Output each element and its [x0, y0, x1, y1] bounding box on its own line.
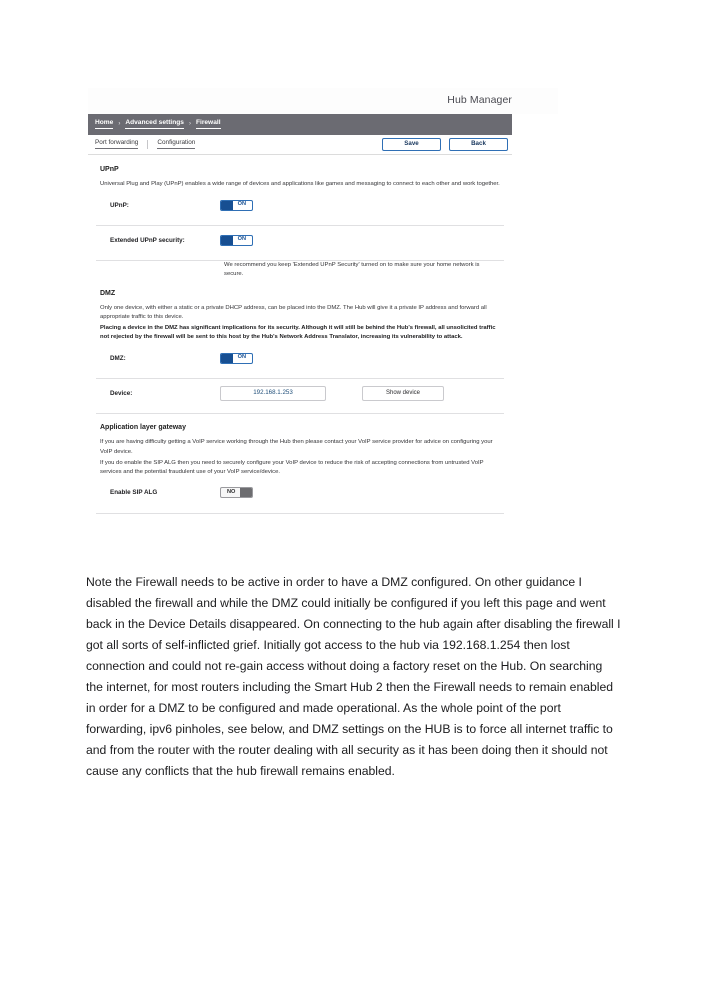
- sip-alg-toggle-state: NO: [227, 489, 236, 496]
- save-button[interactable]: Save: [382, 138, 441, 151]
- dmz-device-ip-field[interactable]: 192.168.1.253: [220, 386, 326, 401]
- divider: [96, 413, 504, 414]
- dmz-warning: Placing a device in the DMZ has significant implications for its security. Although it will still be behind the Hub's firewall, all unsolicited traffic not rejected by the firewall will be sent to this host by the Hub's Network Address Translator, increasing its vulnerability to attack.: [100, 324, 496, 341]
- dmz-device-row: [96, 379, 504, 407]
- sip-alg-row: [96, 479, 504, 507]
- app-title: Hub Manager: [447, 94, 512, 106]
- upnp-security-note: We recommend you keep 'Extended UPnP Security' turned on to make sure your home network is secure.: [224, 262, 480, 278]
- dmz-toggle-row: [96, 344, 504, 372]
- back-button[interactable]: Back: [449, 138, 508, 151]
- toggle-knob: [221, 236, 233, 245]
- upnp-toggle-state: ON: [237, 201, 246, 208]
- extended-upnp-security-label: Extended UPnP security:: [110, 236, 185, 244]
- toggle-knob: [221, 354, 233, 363]
- tab-divider: [147, 140, 148, 149]
- dmz-label: DMZ:: [110, 354, 126, 362]
- toggle-knob: [221, 201, 233, 210]
- alg-paragraph-2: If you do enable the SIP ALG then you need to securely configure your VoIP device to reduce the risk of accepting connections from untrusted VoIP services and the potential fraudulent use of your VoIP service/device.: [100, 459, 484, 475]
- router-admin-screenshot: [88, 88, 558, 535]
- breadcrumb-item-home[interactable]: Home: [95, 120, 113, 129]
- divider: [96, 513, 504, 514]
- dmz-toggle[interactable]: [220, 353, 253, 364]
- section-title-dmz: DMZ: [100, 289, 116, 297]
- extended-upnp-security-toggle[interactable]: [220, 235, 253, 246]
- breadcrumb-item-advanced-settings[interactable]: Advanced settings: [125, 120, 184, 129]
- tab-bar: [88, 135, 512, 155]
- article-body: Note the Firewall needs to be active in order to have a DMZ configured. On other guidance I disabled the firewall and while the DMZ could initially be configured if you left this page and went back in the Device Details disappeared. On connecting to the hub again after disabling the firewall I got all sorts of self-inflicted grief. Initially got access to the hub via 192.168.1.254 then lost connection and could not re-gain access without doing a factory reset on the Hub. On searching the internet, for most routers including the Smart Hub 2 then the Firewall needs to remain enabled in order for a DMZ to be configured and made operational. As the whole point of the port forwarding, ipv6 pinholes, see below, and DMZ settings on the HUB is to force all internet traffic to and from the router with the router dealing with all security as it has been doing then it should not cause any conflicts that the hub firewall remains enabled.: [86, 575, 621, 778]
- dmz-toggle-state: ON: [237, 354, 246, 361]
- tab-configuration[interactable]: Configuration: [157, 140, 195, 148]
- upnp-description: Universal Plug and Play (UPnP) enables a wide range of devices and applications like games and messaging to connect to each other and work together.: [100, 181, 500, 188]
- device-label: Device:: [110, 389, 133, 397]
- chevron-right-icon: ›: [188, 120, 191, 127]
- action-buttons: [382, 138, 512, 151]
- screenshot-titlebar: [88, 88, 558, 114]
- breadcrumb-item-firewall[interactable]: Firewall: [196, 120, 221, 129]
- sip-alg-label: Enable SIP ALG: [110, 489, 158, 497]
- upnp-label: UPnP:: [110, 201, 129, 209]
- tab-port-forwarding[interactable]: Port forwarding: [95, 140, 138, 148]
- extended-upnp-toggle-row: [96, 226, 504, 254]
- upnp-toggle-row: [96, 191, 504, 219]
- alg-paragraph-1: If you are having difficulty getting a VoIP service working through the Hub then please contact your VoIP service provider for advice on configuring your VoIP device.: [100, 439, 493, 455]
- extended-upnp-security-toggle-state: ON: [237, 236, 246, 243]
- section-title-upnp: UPnP: [100, 166, 119, 173]
- show-device-button[interactable]: Show device: [362, 386, 444, 401]
- sip-alg-toggle[interactable]: [220, 487, 253, 498]
- chevron-right-icon: ›: [118, 120, 121, 127]
- toggle-knob: [240, 488, 252, 497]
- breadcrumb: [88, 114, 512, 135]
- upnp-toggle[interactable]: [220, 200, 253, 211]
- settings-panel: [88, 156, 512, 514]
- section-title-application-layer-gateway: Application layer gateway: [100, 424, 186, 432]
- dmz-description: Only one device, with either a static or a private DHCP address, can be placed into the DMZ. The Hub will give it a private IP address and forward all appropriate traffic to this device.: [100, 304, 487, 320]
